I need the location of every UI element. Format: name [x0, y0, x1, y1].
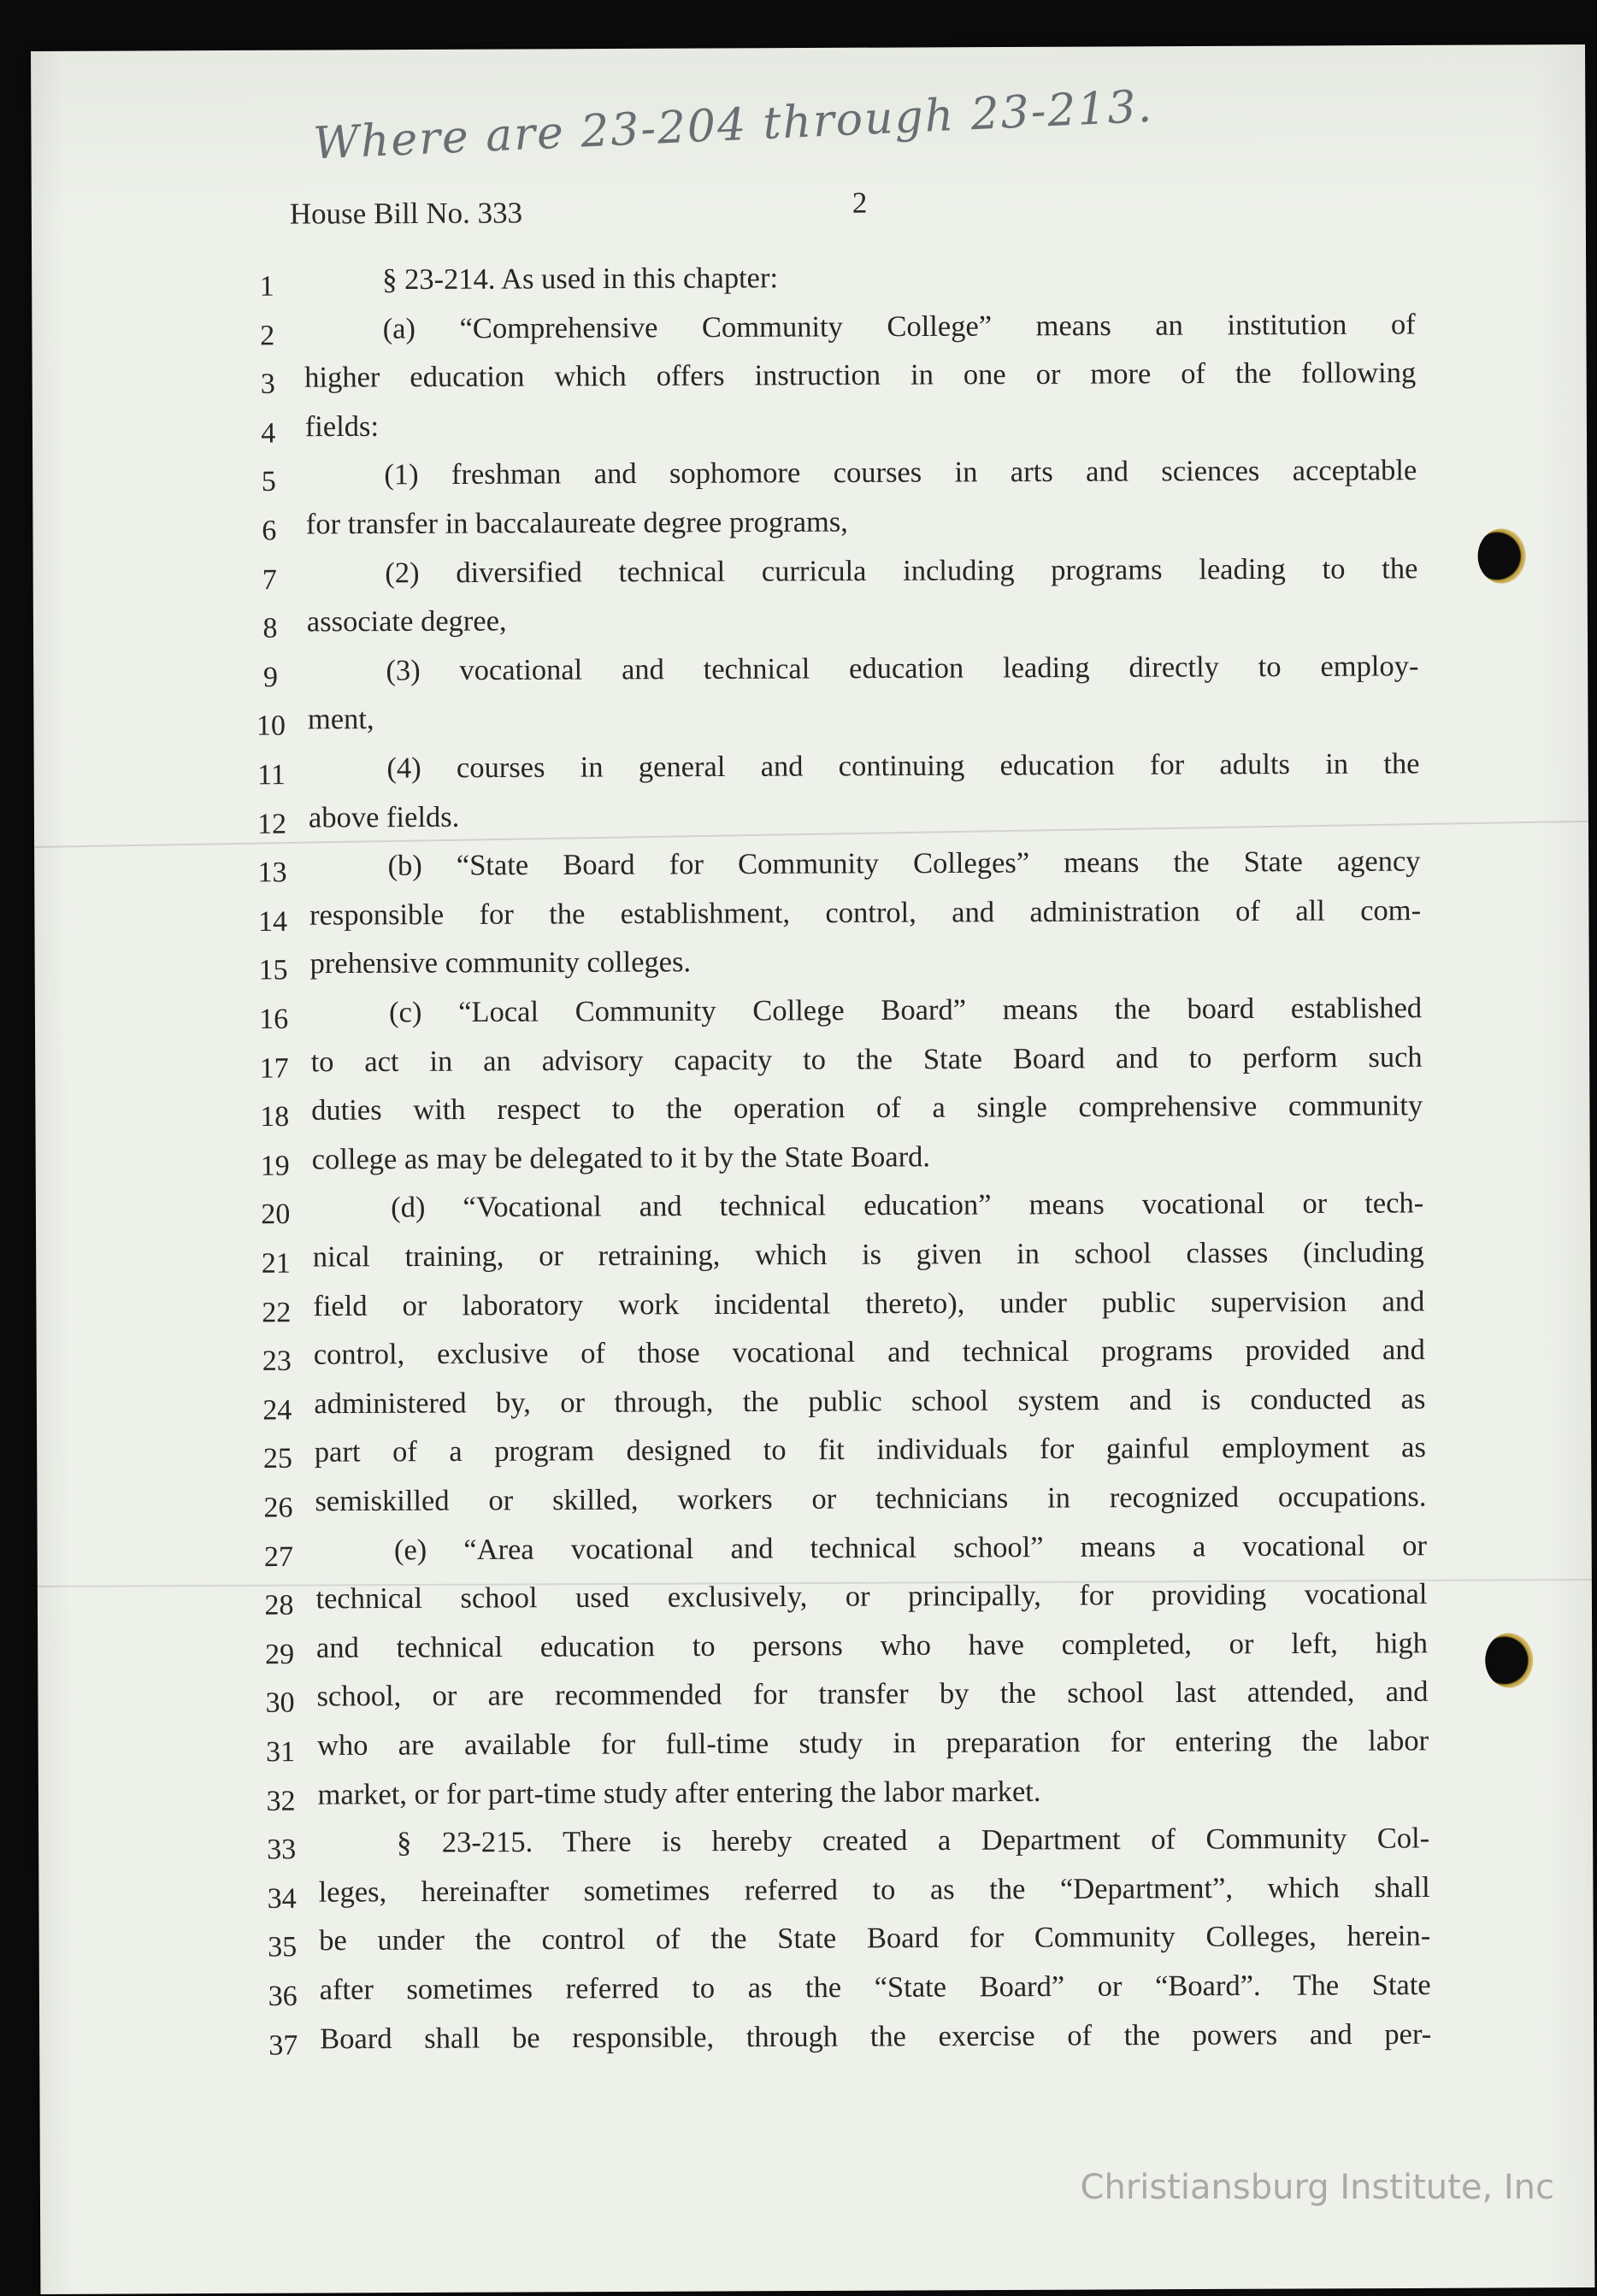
line-text: (3) vocational and technical education leading directly to employ-	[386, 650, 1419, 687]
page-number: 2	[852, 185, 868, 220]
text-line	[40, 1186, 1594, 1238]
line-text: Board shall be responsible, through the exercise of the powers and per-	[320, 2017, 1432, 2055]
text-line	[41, 1284, 1595, 1335]
line-text: (2) diversified technical curricula including programs leading to the	[385, 551, 1418, 590]
line-text: (1) freshman and sophomore courses in arts and sciences acceptable	[384, 454, 1417, 492]
line-number: 5	[261, 466, 276, 498]
line-text: ment,	[307, 703, 374, 736]
text-line	[32, 307, 1587, 358]
line-text: leges, hereinafter sometimes referred to as the “Department”, which shall	[318, 1870, 1430, 1909]
line-number: 4	[261, 417, 276, 450]
line-number: 3	[260, 368, 275, 401]
line-text: associate degree,	[306, 604, 507, 639]
line-number: 22	[262, 1296, 292, 1328]
line-number: 30	[265, 1687, 295, 1720]
line-number: 34	[267, 1882, 297, 1915]
text-line	[34, 551, 1588, 603]
text-line	[43, 1431, 1597, 1482]
text-line	[33, 454, 1588, 505]
line-number: 29	[264, 1638, 295, 1670]
text-line	[38, 893, 1592, 945]
line-text: fields:	[304, 409, 380, 444]
text-line	[36, 747, 1590, 798]
bill-title: House Bill No. 333	[289, 196, 523, 231]
line-number: 19	[260, 1150, 290, 1182]
text-line	[32, 356, 1587, 407]
line-number: 12	[256, 808, 287, 840]
text-line	[34, 503, 1588, 554]
text-line	[41, 1235, 1595, 1286]
text-line	[44, 1626, 1597, 1677]
line-number: 10	[256, 710, 286, 743]
punch-hole	[1485, 1633, 1533, 1687]
line-number: 15	[258, 954, 288, 986]
line-number: 36	[268, 1980, 298, 2013]
text-line	[40, 1138, 1594, 1189]
line-text: field or laboratory work incidental thereto), under public supervision and	[313, 1285, 1425, 1322]
line-text: after sometimes referred to as the “State Board” or “Board”. The State	[319, 1969, 1431, 2006]
text-line	[42, 1333, 1596, 1384]
line-text: to act in an advisory capacity to the State Board and to perform such	[310, 1040, 1423, 1078]
text-line	[39, 1039, 1594, 1091]
line-text: § 23-215. There is hereby created a Department of Community Col-	[397, 1822, 1430, 1859]
line-text: (b) “State Board for Community Colleges” means the State agency	[387, 845, 1421, 882]
line-number: 27	[263, 1540, 294, 1573]
line-text: (4) courses in general and continuing education for adults in the	[386, 747, 1420, 785]
line-number: 21	[261, 1247, 291, 1280]
text-line	[44, 1577, 1597, 1628]
line-number: 2	[260, 319, 275, 351]
line-number: 24	[262, 1394, 292, 1427]
line-text: (a) “Comprehensive Community College” means an institution of	[382, 308, 1416, 345]
text-line	[37, 845, 1591, 896]
line-text: technical school used exclusively, or principally, for providing vocational	[315, 1577, 1428, 1616]
line-text: control, exclusive of those vocational and technical programs provided and	[313, 1333, 1425, 1371]
line-number: 8	[262, 612, 278, 645]
line-text: responsible for the establishment, control, and administration of all com-	[309, 893, 1422, 932]
line-number: 25	[262, 1443, 292, 1475]
line-text: school, or are recommended for transfer by the school last attended, and	[316, 1675, 1429, 1713]
line-text: duties with respect to the operation of a single comprehensive community	[311, 1089, 1423, 1127]
line-text: for transfer in baccalaureate degree programs,	[305, 505, 848, 541]
line-text: prehensive community colleges.	[309, 945, 692, 980]
line-number: 7	[262, 563, 277, 596]
line-number: 37	[268, 2029, 298, 2062]
line-text: higher education which offers instruction in one or more of the following	[304, 356, 1417, 394]
text-line	[35, 600, 1589, 651]
line-text: (c) “Local Community College Board” means the board established	[389, 992, 1423, 1029]
text-line	[47, 1919, 1597, 1970]
line-number: 35	[268, 1931, 298, 1963]
line-number: 16	[259, 1003, 289, 1036]
line-text: (e) “Area vocational and technical school” means a vocational or	[393, 1528, 1428, 1567]
line-number: 17	[259, 1052, 289, 1085]
text-line	[36, 698, 1590, 749]
text-line	[43, 1480, 1597, 1531]
line-text: market, or for part-time study after entering the labor market.	[317, 1775, 1041, 1811]
text-line	[35, 649, 1589, 700]
line-number: 11	[257, 759, 286, 792]
line-text: part of a program designed to fit individuals for gainful employment as	[314, 1431, 1426, 1469]
line-number: 33	[267, 1834, 297, 1866]
line-text: (d) “Vocational and technical education” means vocational or tech-	[391, 1186, 1424, 1224]
line-text: college as may be delegated to it by the State Board.	[311, 1140, 931, 1176]
line-number: 1	[259, 270, 274, 303]
line-text: be under the control of the State Board for Community Colleges, herein-	[319, 1919, 1431, 1957]
text-line	[33, 404, 1588, 456]
text-line	[38, 991, 1593, 1042]
document-page	[31, 44, 1594, 2294]
line-text: semiskilled or skilled, workers or technicians in recognized occupations.	[315, 1480, 1427, 1518]
line-number: 9	[262, 661, 279, 693]
line-number: 18	[260, 1101, 290, 1133]
text-line	[47, 1870, 1597, 1922]
line-number: 26	[263, 1492, 293, 1524]
text-line	[39, 1089, 1594, 1140]
line-text: and technical education to persons who have completed, or left, high	[315, 1627, 1429, 1664]
text-line	[46, 1773, 1597, 1824]
line-number: 32	[266, 1785, 296, 1817]
text-line	[44, 1528, 1597, 1580]
text-line	[44, 1675, 1597, 1726]
line-text: above fields.	[308, 800, 460, 834]
text-line	[48, 1968, 1597, 2019]
line-number: 31	[266, 1736, 296, 1769]
text-line	[46, 1822, 1597, 1873]
text-line	[32, 258, 1586, 309]
line-number: 28	[264, 1589, 294, 1622]
line-text: § 23-214. As used in this chapter:	[382, 262, 779, 297]
line-number: 14	[258, 905, 288, 938]
text-line	[42, 1381, 1596, 1433]
text-line	[48, 2016, 1597, 2068]
line-number: 23	[262, 1345, 292, 1378]
text-line	[38, 942, 1593, 993]
line-text: administered by, or through, the public school system and is conducted as	[314, 1382, 1426, 1420]
line-number: 13	[257, 857, 287, 889]
text-line	[37, 796, 1591, 847]
line-number: 20	[261, 1198, 291, 1231]
handwritten-note: Where are 23-204 through 23-213.	[312, 80, 1155, 170]
watermark: Christiansburg Institute, Inc	[1080, 2168, 1554, 2207]
line-text: who are available for full-time study in preparation for entering the labor	[316, 1724, 1429, 1763]
text-line	[45, 1723, 1597, 1775]
line-number: 6	[262, 515, 277, 547]
line-text: nical training, or retraining, which is given in school classes (including	[312, 1235, 1424, 1274]
punch-hole	[1477, 528, 1525, 583]
